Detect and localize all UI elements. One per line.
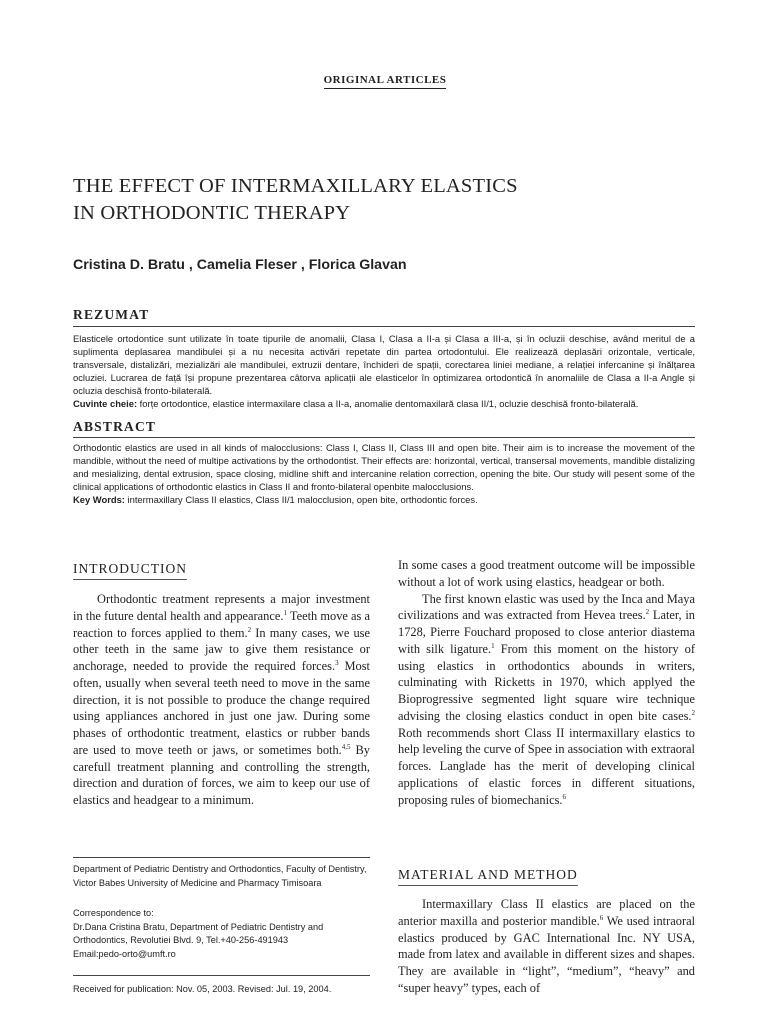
abstract-body: Orthodontic elastics are used in all kinds of malocclusions: Class I, Class II, Class III and open bite. Their aim is to increase the movement of the mandible, without the need of multipe activations by the orthodontist. Their effects are: horizontal, vertical, transersal movements, mandible distalizing and mesializing, dental extrusion, space closing, midline shift and intercanine relation correction, opening the bite. Our study will pesent some of the clinical applications of orthodontic elastics in Class II and fronto-bilateral openbite malocclusions. [73, 442, 695, 493]
abstract-heading: ABSTRACT [73, 419, 157, 434]
rezumat-keywords: forțe ortodontice, elastice intermaxilare clasa a II-a, anomalie dentomaxilară clasa II/1, ocluzie deschisă fronto-bilaterală. [137, 398, 639, 410]
title-line-1: THE EFFECT OF INTERMAXILLARY ELASTICS [73, 175, 518, 197]
correspondence: Correspondence to: Dr.Dana Cristina Bratu, Department of Pediatric Dentistry and Orthodontics, Revolutiei Blvd. 9, Tel.+40-256-491943 Email:pedo-orto@umft.ro [73, 907, 373, 961]
rezumat-rule [73, 326, 695, 327]
title-line-2: IN ORTHODONTIC THERAPY [73, 202, 351, 224]
right-paragraph-2: The first known elastic was used by the Inca and Maya civilizations and was extracted from Hevea trees.$^2$ Later, in 1728, Pierre Fouchard proposed to close anterior diastema with silk ligature.$^1$ From this moment on the history of using elastics in orthodontics abounds in writers, culminating with Ricketts in 1970, which applyed the Bioprogressive segmented light square wire technique advising the closing elastics conduct in open bite cases.$^2$ Roth recommends short Class II intermaxillary elastics to help leveling the curve of Spee in association with extraoral forces. Langlade has the merit of developing clinical applications of elastic forces in different situations, proposing rules of biomechanics.$^6$ [398, 591, 695, 807]
rezumat-body: Elasticele ortodontice sunt utilizate în toate tipurile de anomalii, Clasa I, Clasa a II-a și Clasa a III-a, și în ocluzii deschise, având meritul de a suplimenta deplasarea mandibulei și a nu necesita activări repetate din partea ortodontului. Ele realizează deplasări orizontale, verticale, transversale, distalizări, mezializări ale mandibulei, extruzii dentare, închideri de spații, corectarea liniei mediane, a relației infercanine și înălțarea ocluziei. Lucrarea de față își propune prezentarea câtorva aplicații ale elasticelor în optimizarea ortodontică în anomaliile de Clasa a II-a Angle și ocluzia deschisă fronto-bilaterală. [73, 333, 695, 397]
material-method-heading: MATERIAL AND METHOD [398, 867, 578, 883]
section-tag: ORIGINAL ARTICLES [310, 74, 460, 86]
rezumat-heading: REZUMAT [73, 307, 150, 322]
right-column-text [398, 557, 695, 808]
introduction-text [73, 591, 370, 809]
footnote-rule [73, 857, 370, 858]
correspondence-email: Email:pedo-orto@umft.ro [73, 948, 176, 959]
abstract-keywords-label: Key Words: [73, 494, 125, 506]
article-title [73, 173, 693, 227]
rezumat-text [73, 332, 695, 411]
affiliation: Department of Pediatric Dentistry and Orthodontics, Faculty of Dentistry, Victor Babes University of Medicine and Pharmacy Timisoara [73, 864, 367, 888]
material-method-text [398, 896, 695, 997]
abstract-rule [73, 437, 695, 438]
introduction-paragraph: Orthodontic treatment represents a major investment in the future dental health and appearance.$^1$ Teeth move as a reaction to forces applied to them.$^2$ In many cases, we use other teeth in the same jaw to give them resistance or anchorage, needed to provide the required forces.$^3$ Most often, usually when several teeth need to move in the same direction, it is not possible to produce the change required using appliances anchored in just one jaw. During some phases of orthodontic treatment, elastics or rubber bands are used to move teeth or jaws, or sometimes both.$^{4,5}$ By carefull treatment planning and controlling the strength, direction and duration of forces, we aim to keep our use of elastics and headgear to a minimum. [73, 592, 371, 807]
abstract-text [73, 441, 695, 506]
received-date: Received for publication: Nov. 05, 2003. Revised: Jul. 19, 2004. [73, 984, 332, 994]
rezumat-keywords-label: Cuvinte cheie: [73, 398, 138, 410]
authors: Cristina D. Bratu , Camelia Fleser , Florica Glavan [73, 257, 407, 273]
abstract-keywords: intermaxillary Class II elastics, Class II/1 malocclusion, open bite, orthodontic forces. [124, 494, 478, 506]
received-rule [73, 975, 370, 976]
introduction-heading: INTRODUCTION [73, 561, 187, 577]
right-paragraph-1: In some cases a good treatment outcome will be impossible without a lot of work using elastics, headgear or both. [398, 558, 695, 589]
material-method-paragraph: Intermaxillary Class II elastics are placed on the anterior maxilla and posterior mandible.$^6$ We used intraoral elastics produced by GAC International Inc. NY USA, made from latex and available in different sizes and shapes. They are available in “light”, “medium”, “heavy” and “super heavy” types, each of [398, 897, 696, 995]
